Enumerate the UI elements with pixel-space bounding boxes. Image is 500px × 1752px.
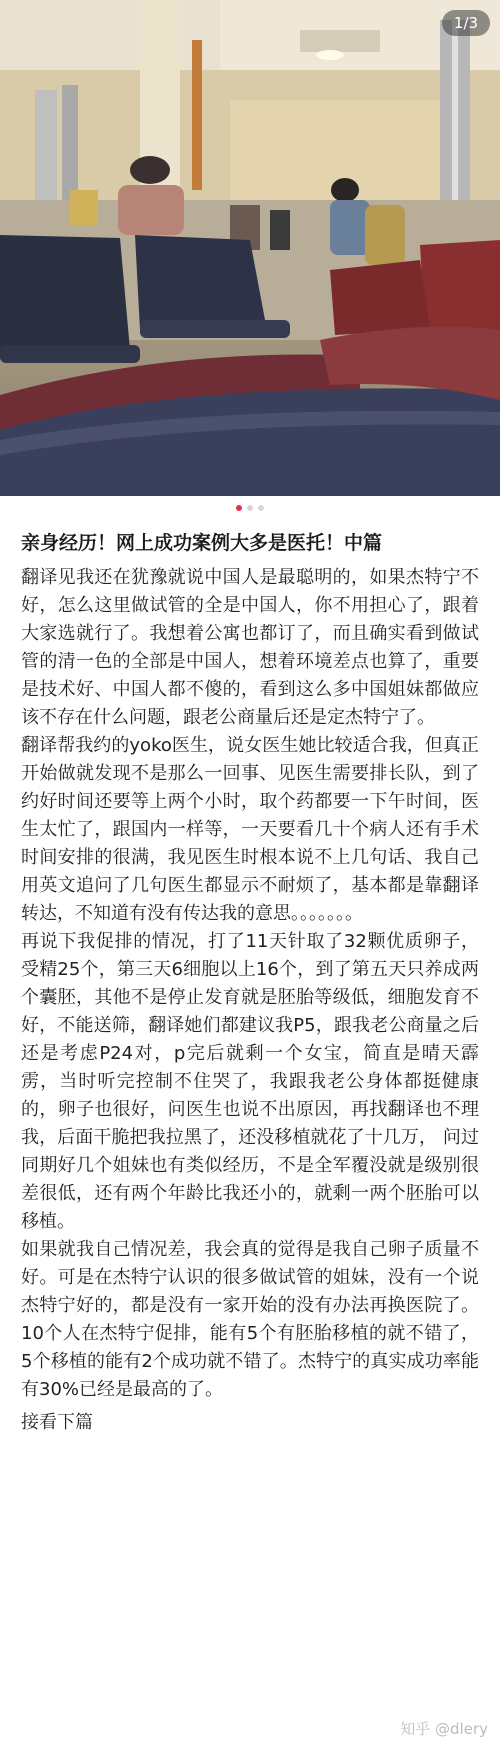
post-photo[interactable] bbox=[0, 0, 500, 496]
gallery-dot-1[interactable] bbox=[236, 505, 242, 511]
next-part-note: 接看下篇 bbox=[21, 1412, 93, 1433]
post-paragraph: 如果就我自己情况差，我会真的觉得是我自己卵子质量不好。可是在杰特宁认识的很多做试管的姐妹，没有一个说杰特宁好的，都是没有一家开始的没有办法再换医院了。10个人在杰特宁促排，能有5个有胚胎移植的就不错了，5个移植的能有2个成功就不错了。杰特宁的真实成功率能有30%已经是最高的了。 bbox=[21, 1239, 479, 1400]
post-title: 亲身经历！网上成功案例大多是医托！中篇 bbox=[21, 532, 383, 554]
gallery-dot-3[interactable] bbox=[258, 505, 264, 511]
post-paragraph: 翻译帮我约的yoko医生，说女医生她比较适合我，但真正开始做就发现不是那么一回事、见医生需要排长队，到了约好时间还要等上两个小时，取个药都要一下午时间，医生太忙了，跟国内一样等，一天要看几十个病人还有手术时间安排的很满，我见医生时根本说不上几句话、我自己用英文追问了几句医生都显示不耐烦了，基本都是靠翻译转达，不知道有没有传达我的意思。。。。。。。 bbox=[21, 735, 479, 924]
image-counter: 1/3 bbox=[442, 10, 490, 36]
post-paragraph: 再说下我促排的情况，打了11天针取了32颗优质卵子，受精25个，第三天6细胞以上16个，到了第五天只养成两个囊胚，其他不是停止发育就是胚胎等级低，细胞发育不好，不能送筛，翻译她们都建议我P5，跟我老公商量之后还是考虑P24对，p完后就剩一个女宝，简直是晴天霹雳，当时听完控制不住哭了，我跟我老公身体都挺健康的，卵子也很好，问医生也说不出原因，再找翻译也不理我，后面干脆把我拉黑了，还没移植就花了十几万， 问过同期好几个姐妹也有类似经历，不是全军覆没就是级别很差很低，还有两个年龄比我还小的，就剩一两个胚胎可以移植。 bbox=[21, 931, 479, 1232]
post-body bbox=[0, 564, 500, 1438]
gallery-dots bbox=[0, 496, 500, 520]
waiting-room-photo bbox=[0, 0, 500, 496]
zhihu-watermark: 知乎 @dlery bbox=[400, 1720, 488, 1738]
post-paragraph: 翻译见我还在犹豫就说中国人是最聪明的，如果杰特宁不好，怎么这里做试管的全是中国人，你不用担心了，跟着大家选就行了。我想着公寓也都订了，而且确实看到做试管的清一色的全部是中国人，想着环境差点也算了，重要是技术好、中国人都不傻的，看到这么多中国姐妹都做应该不存在什么问题，跟老公商量后还是定杰特宁了。 bbox=[21, 567, 479, 728]
gallery-dot-2[interactable] bbox=[247, 505, 253, 511]
